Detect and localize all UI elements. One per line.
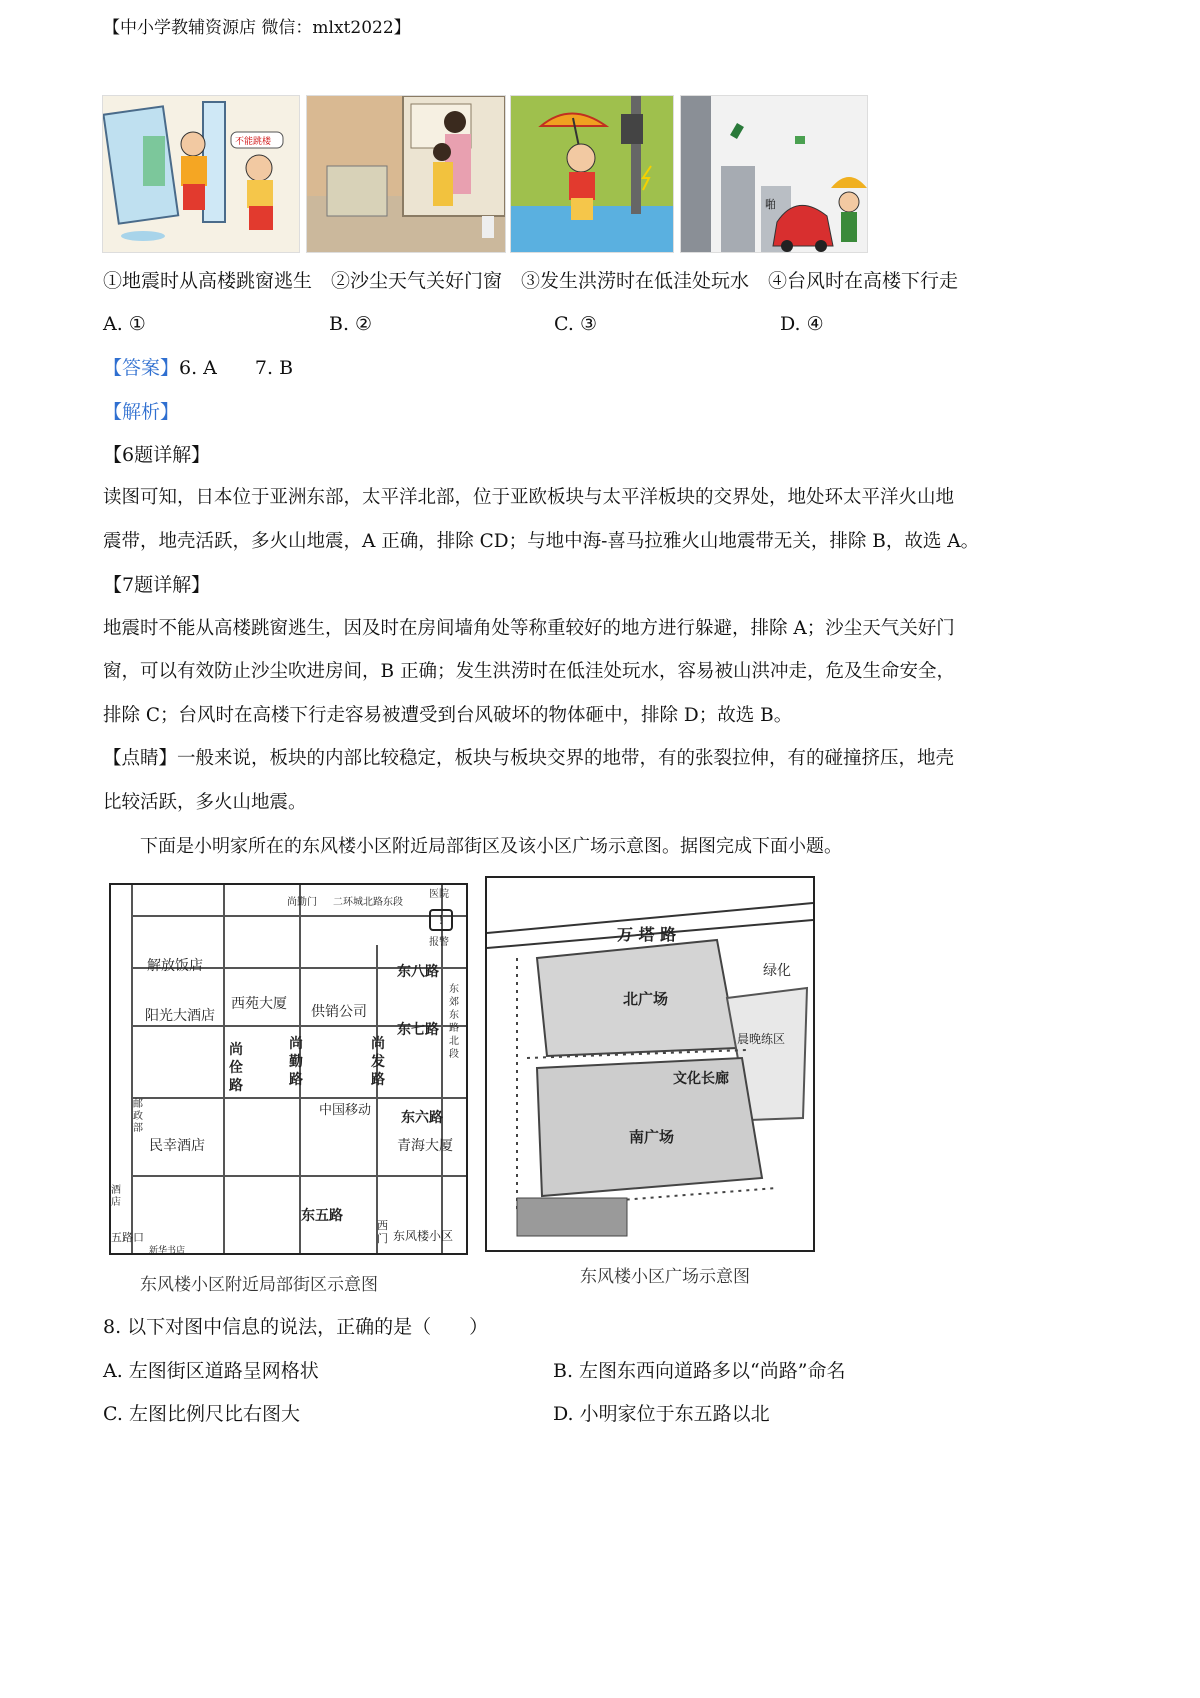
tip-label: 【点睛】 <box>103 748 178 769</box>
left-map-top-right: 医院 <box>429 889 449 900</box>
q7-option-a: A. ① <box>103 313 146 335</box>
left-map-qinghai: 青海大厦 <box>397 1138 453 1154</box>
scene1-sign: 不能跳楼 <box>235 137 272 147</box>
left-map-shangfa: 尚 发 路 <box>371 1036 385 1088</box>
left-map-left-side: 邮 政 部 <box>133 1099 143 1134</box>
right-map-south: 南广场 <box>629 1128 675 1146</box>
q8-option-c: C. 左图比例尺比右图大 <box>103 1403 300 1425</box>
left-map-top-gate: 尚勤门 <box>287 897 317 908</box>
left-map-east7: 东七路 <box>397 1022 439 1038</box>
left-map-xiyuan: 西苑大厦 <box>231 996 287 1012</box>
left-map-bottom-label: 新华书店 <box>149 1246 186 1256</box>
left-map-dongjiao: 东 郊 东 路 北 段 <box>449 984 459 1060</box>
illustration-sandstorm <box>306 95 506 253</box>
detail6-heading: 【6题详解】 <box>103 444 211 466</box>
right-map-caption: 东风楼小区广场示意图 <box>580 1267 750 1287</box>
left-map-jiefang: 解放饭店 <box>147 958 203 974</box>
right-map-corridor: 文化长廊 <box>673 1071 729 1087</box>
detail7-line3: 排除 C；台风时在高楼下行走容易被遭受到台风破坏的物体砸中，排除 D；故选 B。 <box>103 705 793 726</box>
detail6-line1: 读图可知，日本位于亚洲东部，太平洋北部，位于亚欧板块与太平洋板块的交界处，地处环太平洋火山地 <box>103 487 955 508</box>
alarm-icon: ! <box>429 909 453 931</box>
scene4-sound: 啪 <box>765 198 776 211</box>
tip-line2: 比较活跃，多火山地震。 <box>103 792 307 813</box>
left-street-map <box>109 883 468 1255</box>
detail7-line1: 地震时不能从高楼跳窗逃生，因及时在房间墙角处等称重较好的地方进行躲避，排除 A；沙尘天气关好门 <box>103 618 955 639</box>
right-map-north: 北广场 <box>623 990 669 1008</box>
right-map-road: 万 塔 路 <box>617 925 677 944</box>
left-map-minxing: 民幸酒店 <box>149 1138 205 1154</box>
right-square-map <box>485 876 815 1252</box>
left-map-shangquan: 尚 佺 路 <box>229 1042 243 1094</box>
illustration-typhoon <box>680 95 868 253</box>
map-intro: 下面是小明家所在的东风楼小区附近局部街区及该小区广场示意图。据图完成下面小题。 <box>140 836 842 857</box>
left-map-shangqin: 尚 勤 路 <box>289 1036 303 1088</box>
illustration-flood <box>510 95 674 253</box>
answer-label: 【答案】 <box>103 357 180 379</box>
q7-option-d: D. ④ <box>780 313 824 335</box>
left-map-gongxiao: 供销公司 <box>311 1004 367 1020</box>
right-map-morning: 晨晚练区 <box>737 1032 786 1046</box>
left-map-top-road: 二环城北路东段 <box>333 897 403 908</box>
q8-option-a: A. 左图街区道路呈网格状 <box>103 1360 319 1382</box>
tip-text1: 一般来说，板块的内部比较稳定，板块与板块交界的地带，有的张裂拉伸，有的碰撞挤压，地壳 <box>177 748 955 769</box>
left-map-left-shop: 酒 店 <box>111 1185 121 1208</box>
detail6-line2: 震带，地壳活跃，多火山地震，A 正确，排除 CD；与地中海-喜马拉雅火山地震带无关，排除 B，故选 A。 <box>103 531 980 552</box>
left-map-wulukou: 五路口 <box>111 1231 144 1244</box>
left-map-east6: 东六路 <box>401 1110 443 1126</box>
left-map-mobile: 中国移动 <box>319 1103 372 1118</box>
illustration-earthquake <box>102 95 300 253</box>
q8-option-b: B. 左图东西向道路多以“尚路”命名 <box>553 1360 846 1382</box>
left-map-ximen: 西 门 <box>377 1219 388 1245</box>
q7-statements: ①地震时从高楼跳窗逃生 ②沙尘天气关好门窗 ③发生洪涝时在低洼处玩水 ④台风时在高楼下行走 <box>103 270 959 292</box>
left-map-alarm: 报警 <box>429 937 449 948</box>
left-map-yangguang: 阳光大酒店 <box>145 1008 215 1024</box>
q7-option-c: C. ③ <box>554 313 597 335</box>
answer-line <box>103 359 293 378</box>
tip-line1 <box>103 750 954 769</box>
detail7-line2: 窗，可以有效防止沙尘吹进房间，B 正确；发生洪涝时在低洼处玩水，容易被山洪冲走，危及生命安全， <box>103 661 955 682</box>
q7-option-b: B. ② <box>329 313 373 335</box>
answer-text: 6. A 7. B <box>179 357 294 379</box>
right-map-green: 绿化 <box>763 963 791 979</box>
detail7-heading: 【7题详解】 <box>103 574 211 596</box>
q8-stem: 8. 以下对图中信息的说法，正确的是（ ） <box>103 1316 489 1338</box>
analysis-label: 【解析】 <box>103 401 180 423</box>
left-map-dongfeng: 东风楼小区 <box>393 1229 454 1243</box>
left-map-caption: 东风楼小区附近局部街区示意图 <box>140 1275 378 1295</box>
q8-option-d: D. 小明家位于东五路以北 <box>553 1403 770 1425</box>
left-map-east8: 东八路 <box>397 964 439 980</box>
left-map-east5: 东五路 <box>301 1208 343 1224</box>
header-watermark: 【中小学教辅资源店 微信：mlxt2022】 <box>103 18 411 38</box>
